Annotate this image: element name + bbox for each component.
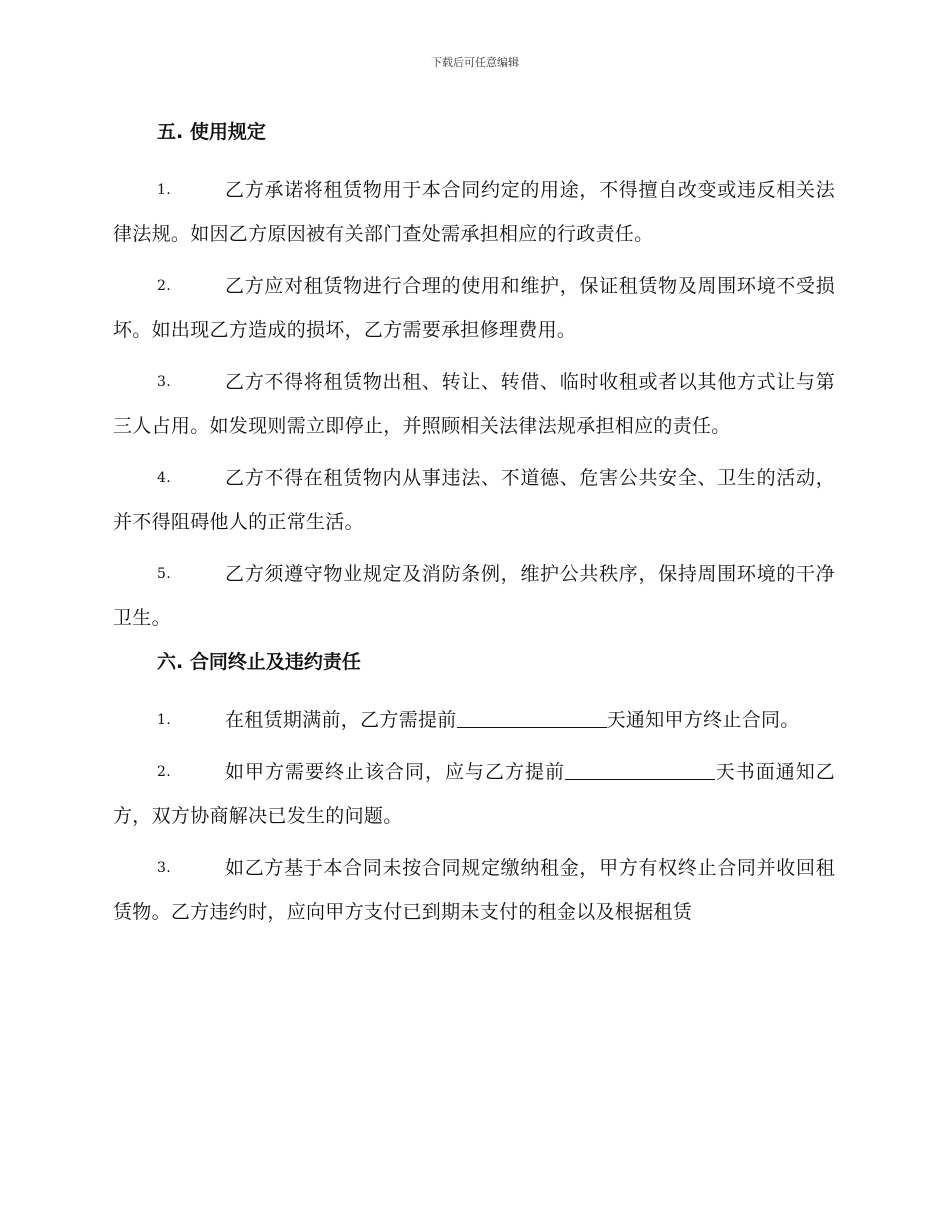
section-heading-usage-rules: 五. 使用规定 [157,121,266,143]
clause-number: 3. [157,860,171,876]
clause-6-1 [113,698,835,742]
clause-5-1 [113,168,835,256]
document-body [113,110,835,942]
notice-days-blank[interactable] [457,707,607,728]
clause-5-2 [113,264,835,352]
clause-5-4 [113,456,835,544]
section-heading-termination: 六. 合同终止及违约责任 [157,651,361,673]
clause-number: 2. [157,764,171,780]
clause-5-5 [113,552,835,640]
clause-text-after-blank: 天通知甲方终止合同。 [606,709,800,731]
clause-text: 如乙方基于本合同未按合同规定缴纳租金，甲方有权终止合同并收回租赁物。乙方违约时，应向甲方支付已到期未支付的租金以及根据租赁 [113,857,835,923]
clause-number: 5. [157,566,171,582]
clause-text: 乙方应对租赁物进行合理的使用和维护，保证租赁物及周围环境不受损坏。如出现乙方造成的损坏，乙方需要承担修理费用。 [113,275,835,341]
clause-text-before-blank: 如甲方需要终止该合同，应与乙方提前 [225,761,565,783]
clause-number: 1. [157,182,171,198]
clause-number: 1. [157,712,171,728]
clause-text-before-blank: 在租赁期满前，乙方需提前 [225,709,457,731]
clause-text: 乙方不得在租赁物内从事违法、不道德、危害公共安全、卫生的活动，并不得阻碍他人的正常生活。 [113,467,835,533]
page-header-note: 下载后可任意编辑 [431,56,519,69]
clause-text: 乙方承诺将租赁物用于本合同约定的用途，不得擅自改变或违反相关法律法规。如因乙方原因被有关部门查处需承担相应的行政责任。 [113,179,835,245]
clause-number: 4. [157,470,171,486]
clause-5-3 [113,360,835,448]
clause-text: 乙方不得将租赁物出租、转让、转借、临时收租或者以其他方式让与第三人占用。如发现则需立即停止，并照顾相关法律法规承担相应的责任。 [113,371,835,437]
clause-number: 2. [157,278,171,294]
notice-days-blank[interactable] [565,759,715,780]
clause-text: 乙方须遵守物业规定及消防条例，维护公共秩序，保持周围环境的干净卫生。 [113,563,835,629]
clause-number: 3. [157,374,171,390]
clause-6-3 [113,846,835,934]
clause-6-2 [113,750,835,838]
clause-text-after-blank: 天书面通知乙方，双方协商解决已发生的问题。 [113,761,835,827]
